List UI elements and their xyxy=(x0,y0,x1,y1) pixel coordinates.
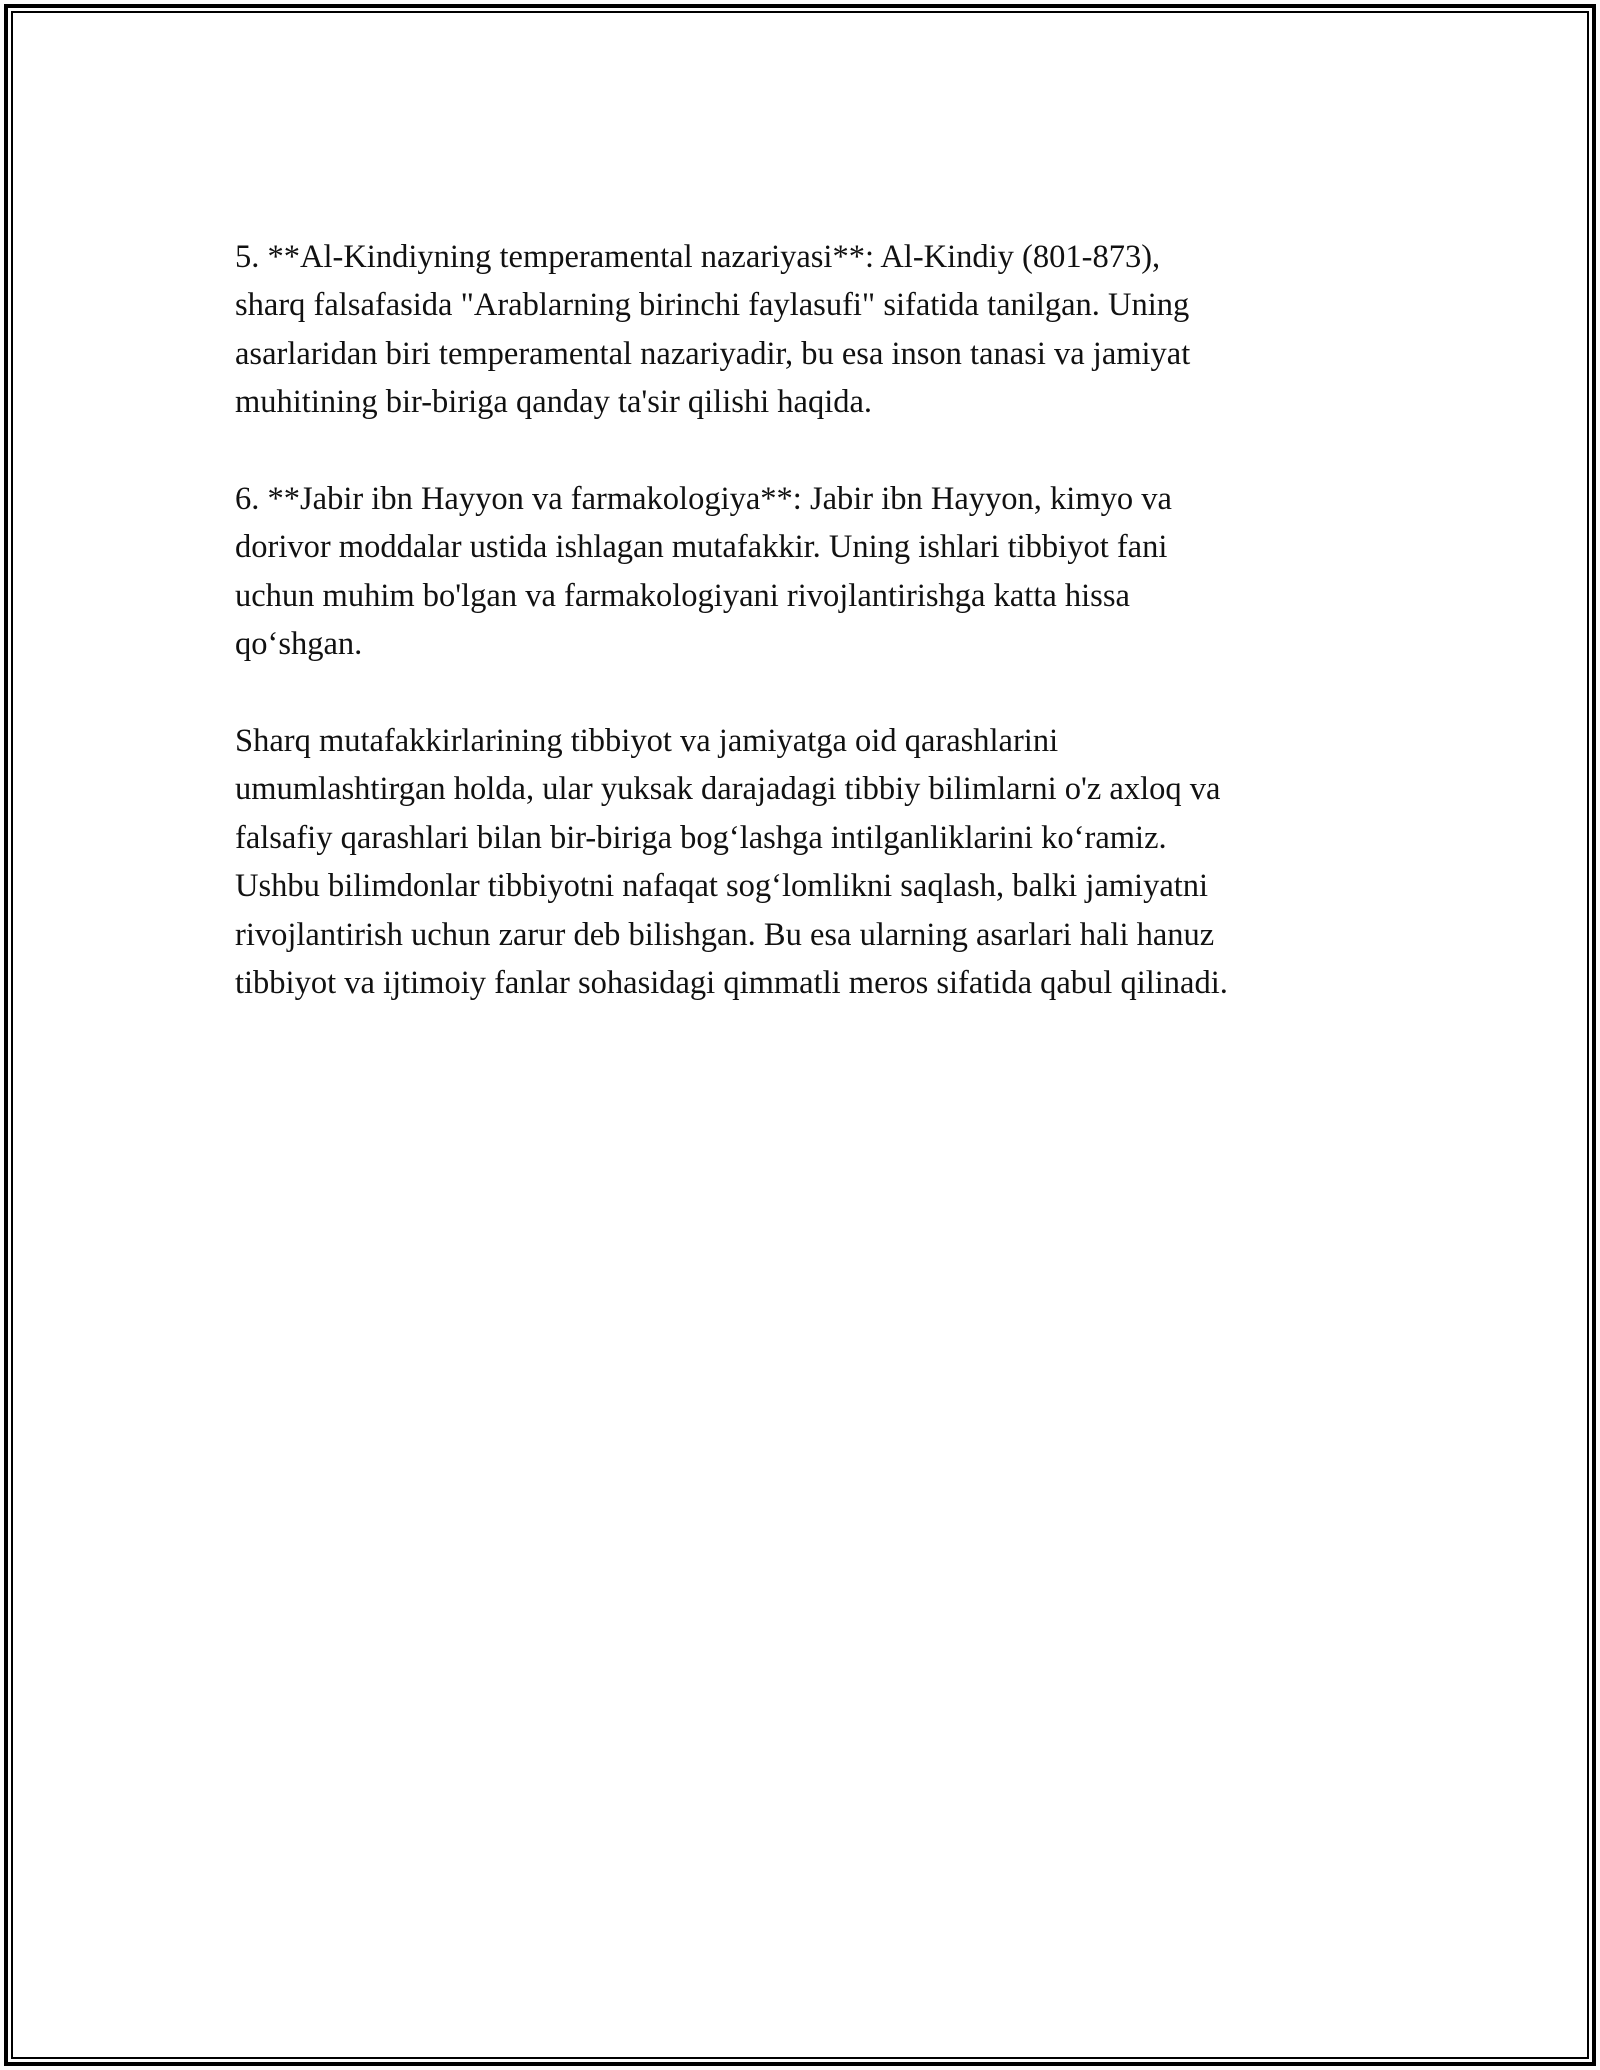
paragraph-conclusion: Sharq mutafakkirlarining tibbiyot va jamiyatga oid qarashlarini umumlashtirgan holda, ular yuksak darajadagi tibbiy bilimlarni o'z axloq va falsafiy qarashlari bilan bir-biriga bog‘lashga intilganliklarini ko‘ramiz. Ushbu bilimdonlar tibbiyotni nafaqat sog‘lomlikni saqlash, balki jamiyatni rivojlantirish uchun zarur deb bilishgan. Bu esa ularning asarlari hali hanuz tibbiyot va ijtimoiy fanlar sohasidagi qimmatli meros sifatida qabul qilinadi. xyxy=(235,723,1228,1002)
paragraph-jabir-ibn-hayyon: 6. **Jabir ibn Hayyon va farmakologiya**: Jabir ibn Hayyon, kimyo va dorivor moddalar ustida ishlagan mutafakkir. Uning ishlari tibbiyot fani uchun muhim bo'lgan va farmakologiyani rivojlantirishga katta hissa qo‘shgan. xyxy=(235,481,1172,663)
document-body xyxy=(235,233,1385,1056)
paragraph-al-kindiy: 5. **Al-Kindiyning temperamental nazariyasi**: Al-Kindiy (801-873), sharq falsafasida "Arablarning birinchi faylasufi" sifatida tanilgan. Uning asarlaridan biri temperamental nazariyadir, bu esa inson tanasi va jamiyat muhitining bir-biriga qanday ta'sir qilishi haqida. xyxy=(235,239,1191,421)
